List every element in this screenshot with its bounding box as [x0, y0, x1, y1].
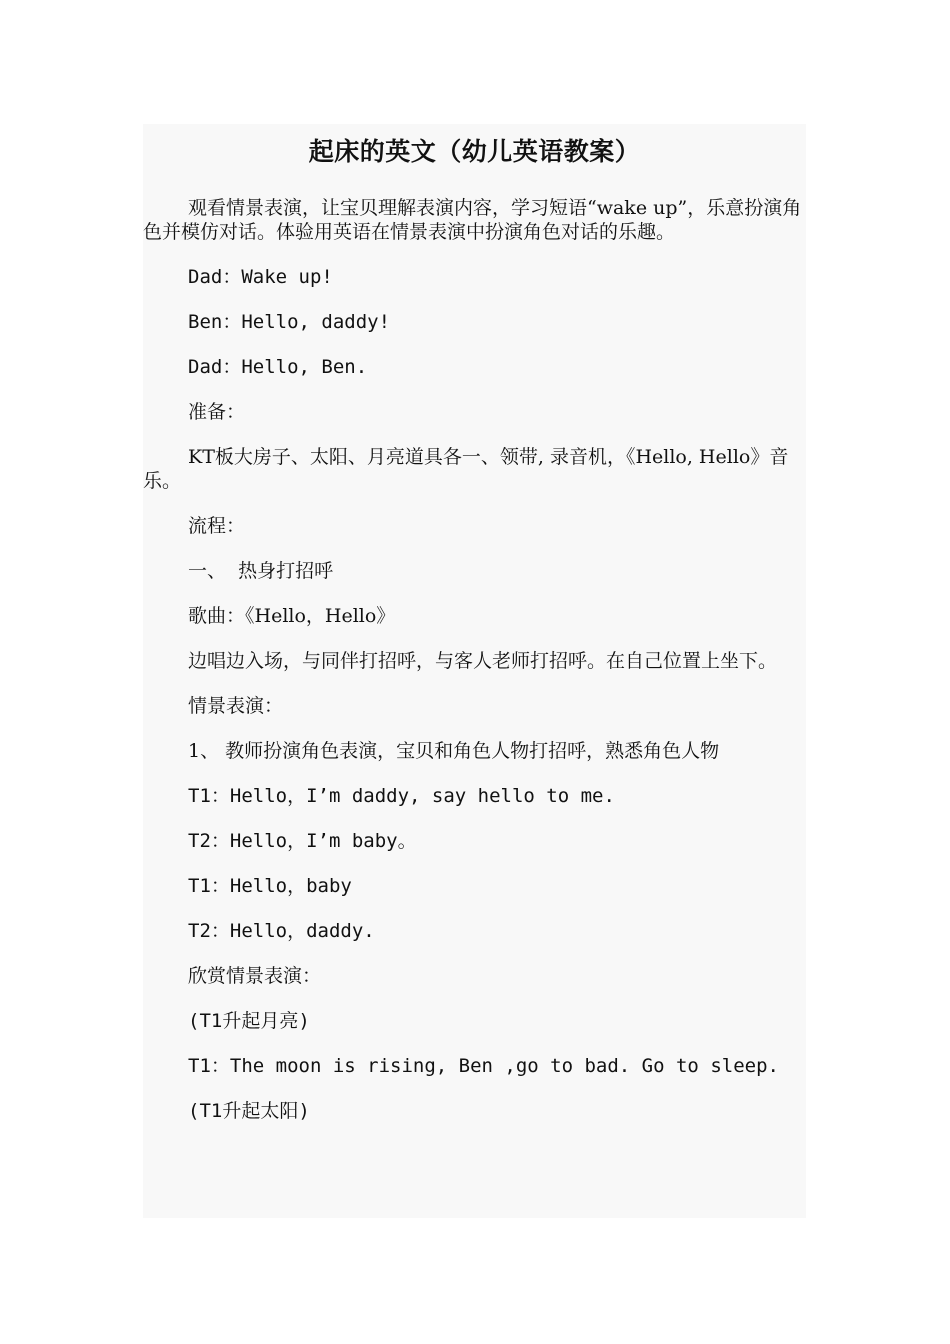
paragraph-step: 1、 教师扮演角色表演，宝贝和角色人物打招呼，熟悉角色人物	[188, 740, 720, 762]
paragraph-song: 歌曲：《Hello，Hello》	[188, 605, 396, 627]
document-page	[143, 124, 806, 1218]
paragraph-dialog-line: Ben：Hello, daddy!	[188, 311, 391, 333]
paragraph-section-heading: 欣赏情景表演：	[188, 965, 322, 987]
paragraph-section-heading: 流程：	[188, 515, 246, 537]
paragraph-dialog-line: T1：Hello，baby	[188, 875, 352, 897]
paragraph-dialog-line: Dad：Wake up!	[188, 266, 333, 288]
paragraph-stage-direction: (T1升起月亮)	[188, 1010, 310, 1032]
document-body	[143, 196, 806, 1123]
paragraph-dialog-line: T2：Hello，daddy.	[188, 920, 375, 942]
paragraph-section-heading: 情景表演：	[188, 695, 284, 717]
paragraph-dialog-line: Dad：Hello, Ben.	[188, 356, 368, 378]
paragraph-section-heading: 准备：	[188, 401, 246, 423]
paragraph-intro: 观看情景表演，让宝贝理解表演内容，学习短语“wake up”，乐意扮演角色并模仿对话。体验用英语在情景表演中扮演角色对话的乐趣。	[143, 197, 802, 243]
paragraph-materials: KT板大房子、太阳、月亮道具各一、领带, 录音机，《Hello, Hello》音乐。	[143, 446, 789, 492]
paragraph-dialog-line: T1：The moon is rising, Ben ,go to bad. Go to sleep.	[188, 1055, 779, 1077]
document-title: 起床的英文（幼儿英语教案）	[308, 137, 641, 166]
paragraph-dialog-line: T1：Hello，I’m daddy, say hello to me.	[188, 785, 615, 807]
paragraph-stage-direction: (T1升起太阳)	[188, 1100, 310, 1122]
paragraph-step-heading: 一、 热身打招呼	[188, 560, 334, 582]
paragraph-activity: 边唱边入场，与同伴打招呼，与客人老师打招呼。在自己位置上坐下。	[188, 650, 778, 672]
paragraph-dialog-line: T2：Hello，I’m baby。	[188, 830, 417, 852]
